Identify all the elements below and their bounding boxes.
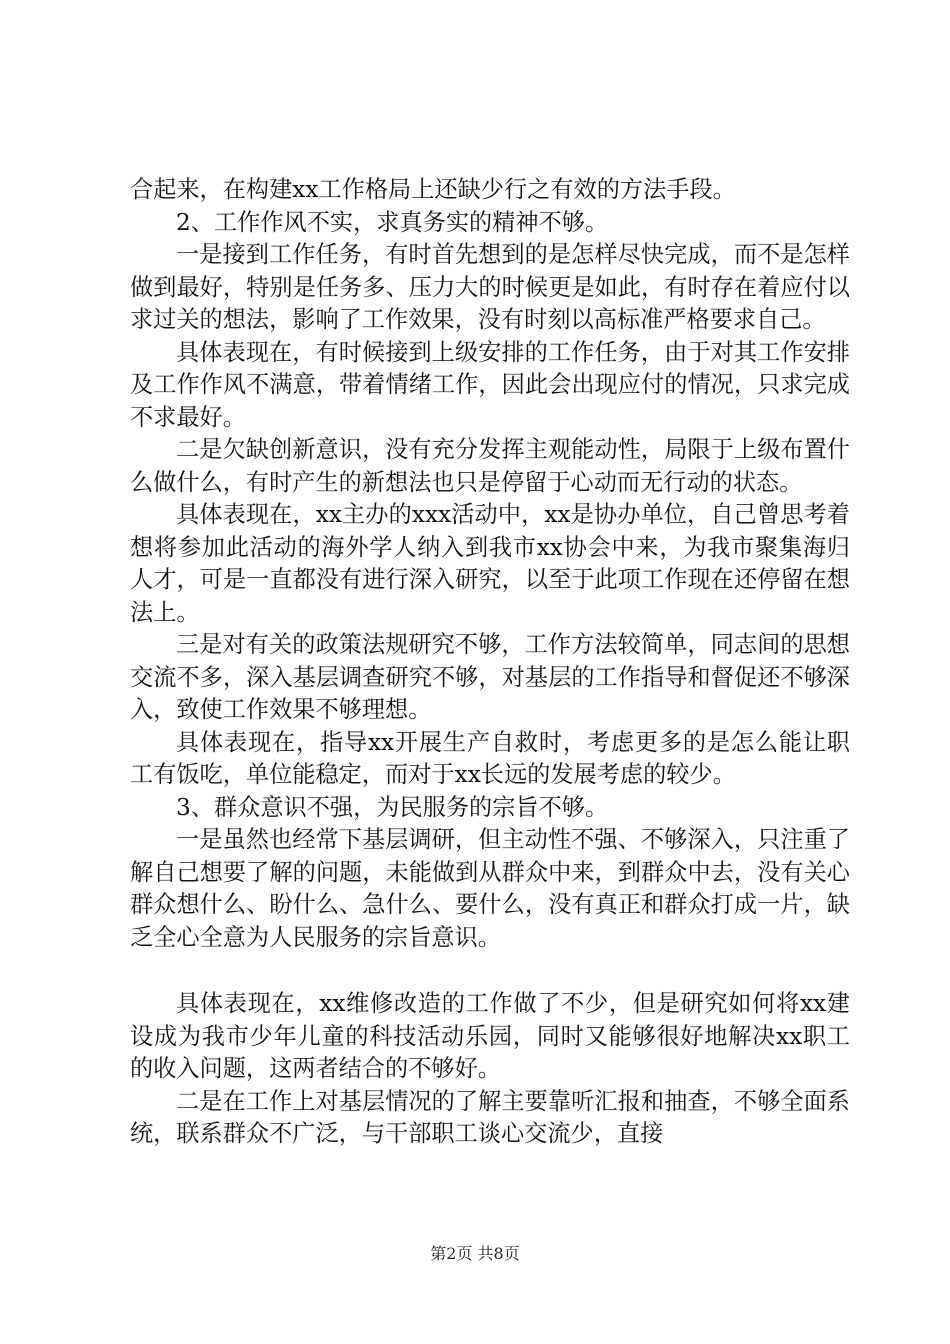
- paragraph: 具体表现在，xx主办的xxx活动中，xx是协办单位，自己曾思考着想将参加此活动的海外学人纳入到我市xx协会中来，为我市聚集海归人才，可是一直都没有进行深入研究，以至于此项工作现在还停留在想法上。: [130, 501, 850, 626]
- paragraph: 一是接到工作任务，有时首先想到的是怎样尽快完成，而不是怎样做到最好，特别是任务多、压力大的时候更是如此，有时存在着应付以求过关的想法，影响了工作效果，没有时刻以高标准严格要求自己。: [130, 241, 850, 333]
- paragraph: 二是在工作上对基层情况的了解主要靠听汇报和抽查，不够全面系统，联系群众不广泛，与干部职工谈心交流少，直接: [130, 1087, 850, 1147]
- paragraph: 一是虽然也经常下基层调研，但主动性不强、不够深入，只注重了解自己想要了解的问题，未能做到从群众中来，到群众中去，没有关心群众想什么、盼什么、急什么、要什么，没有真正和群众打成一片，缺乏全心全意为人民服务的宗旨意识。: [130, 826, 850, 951]
- paragraph: 具体表现在，xx维修改造的工作做了不少，但是研究如何将xx建设成为我市少年儿童的科技活动乐园，同时又能够很好地解决xx职工的收入问题，这两者结合的不够好。: [130, 990, 850, 1082]
- paragraph: 二是欠缺创新意识，没有充分发挥主观能动性，局限于上级布置什么做什么，有时产生的新想法也只是停留于心动而无行动的状态。: [130, 436, 850, 496]
- section-heading: 2、工作作风不实，求真务实的精神不够。: [176, 208, 609, 236]
- document-body: [130, 174, 850, 1151]
- paragraph: 具体表现在，有时候接到上级安排的工作任务，由于对其工作安排及工作作风不满意，带着情绪工作，因此会出现应付的情况，只求完成不求最好。: [130, 338, 850, 431]
- paragraph: 三是对有关的政策法规研究不够，工作方法较简单，同志间的思想交流不多，深入基层调查研究不够，对基层的工作指导和督促还不够深入，致使工作效果不够理想。: [130, 631, 850, 723]
- page-footer: 第2页 共8页: [430, 1244, 520, 1263]
- paragraph-spacer: [130, 954, 850, 988]
- paragraph: 具体表现在，指导xx开展生产自救时，考虑更多的是怎么能让职工有饭吃，单位能稳定，而对于xx长远的发展考虑的较少。: [130, 728, 850, 788]
- paragraph: 合起来，在构建xx工作格局上还缺少行之有效的方法手段。: [130, 176, 736, 203]
- section-heading: 3、群众意识不强，为民服务的宗旨不够。: [176, 793, 609, 821]
